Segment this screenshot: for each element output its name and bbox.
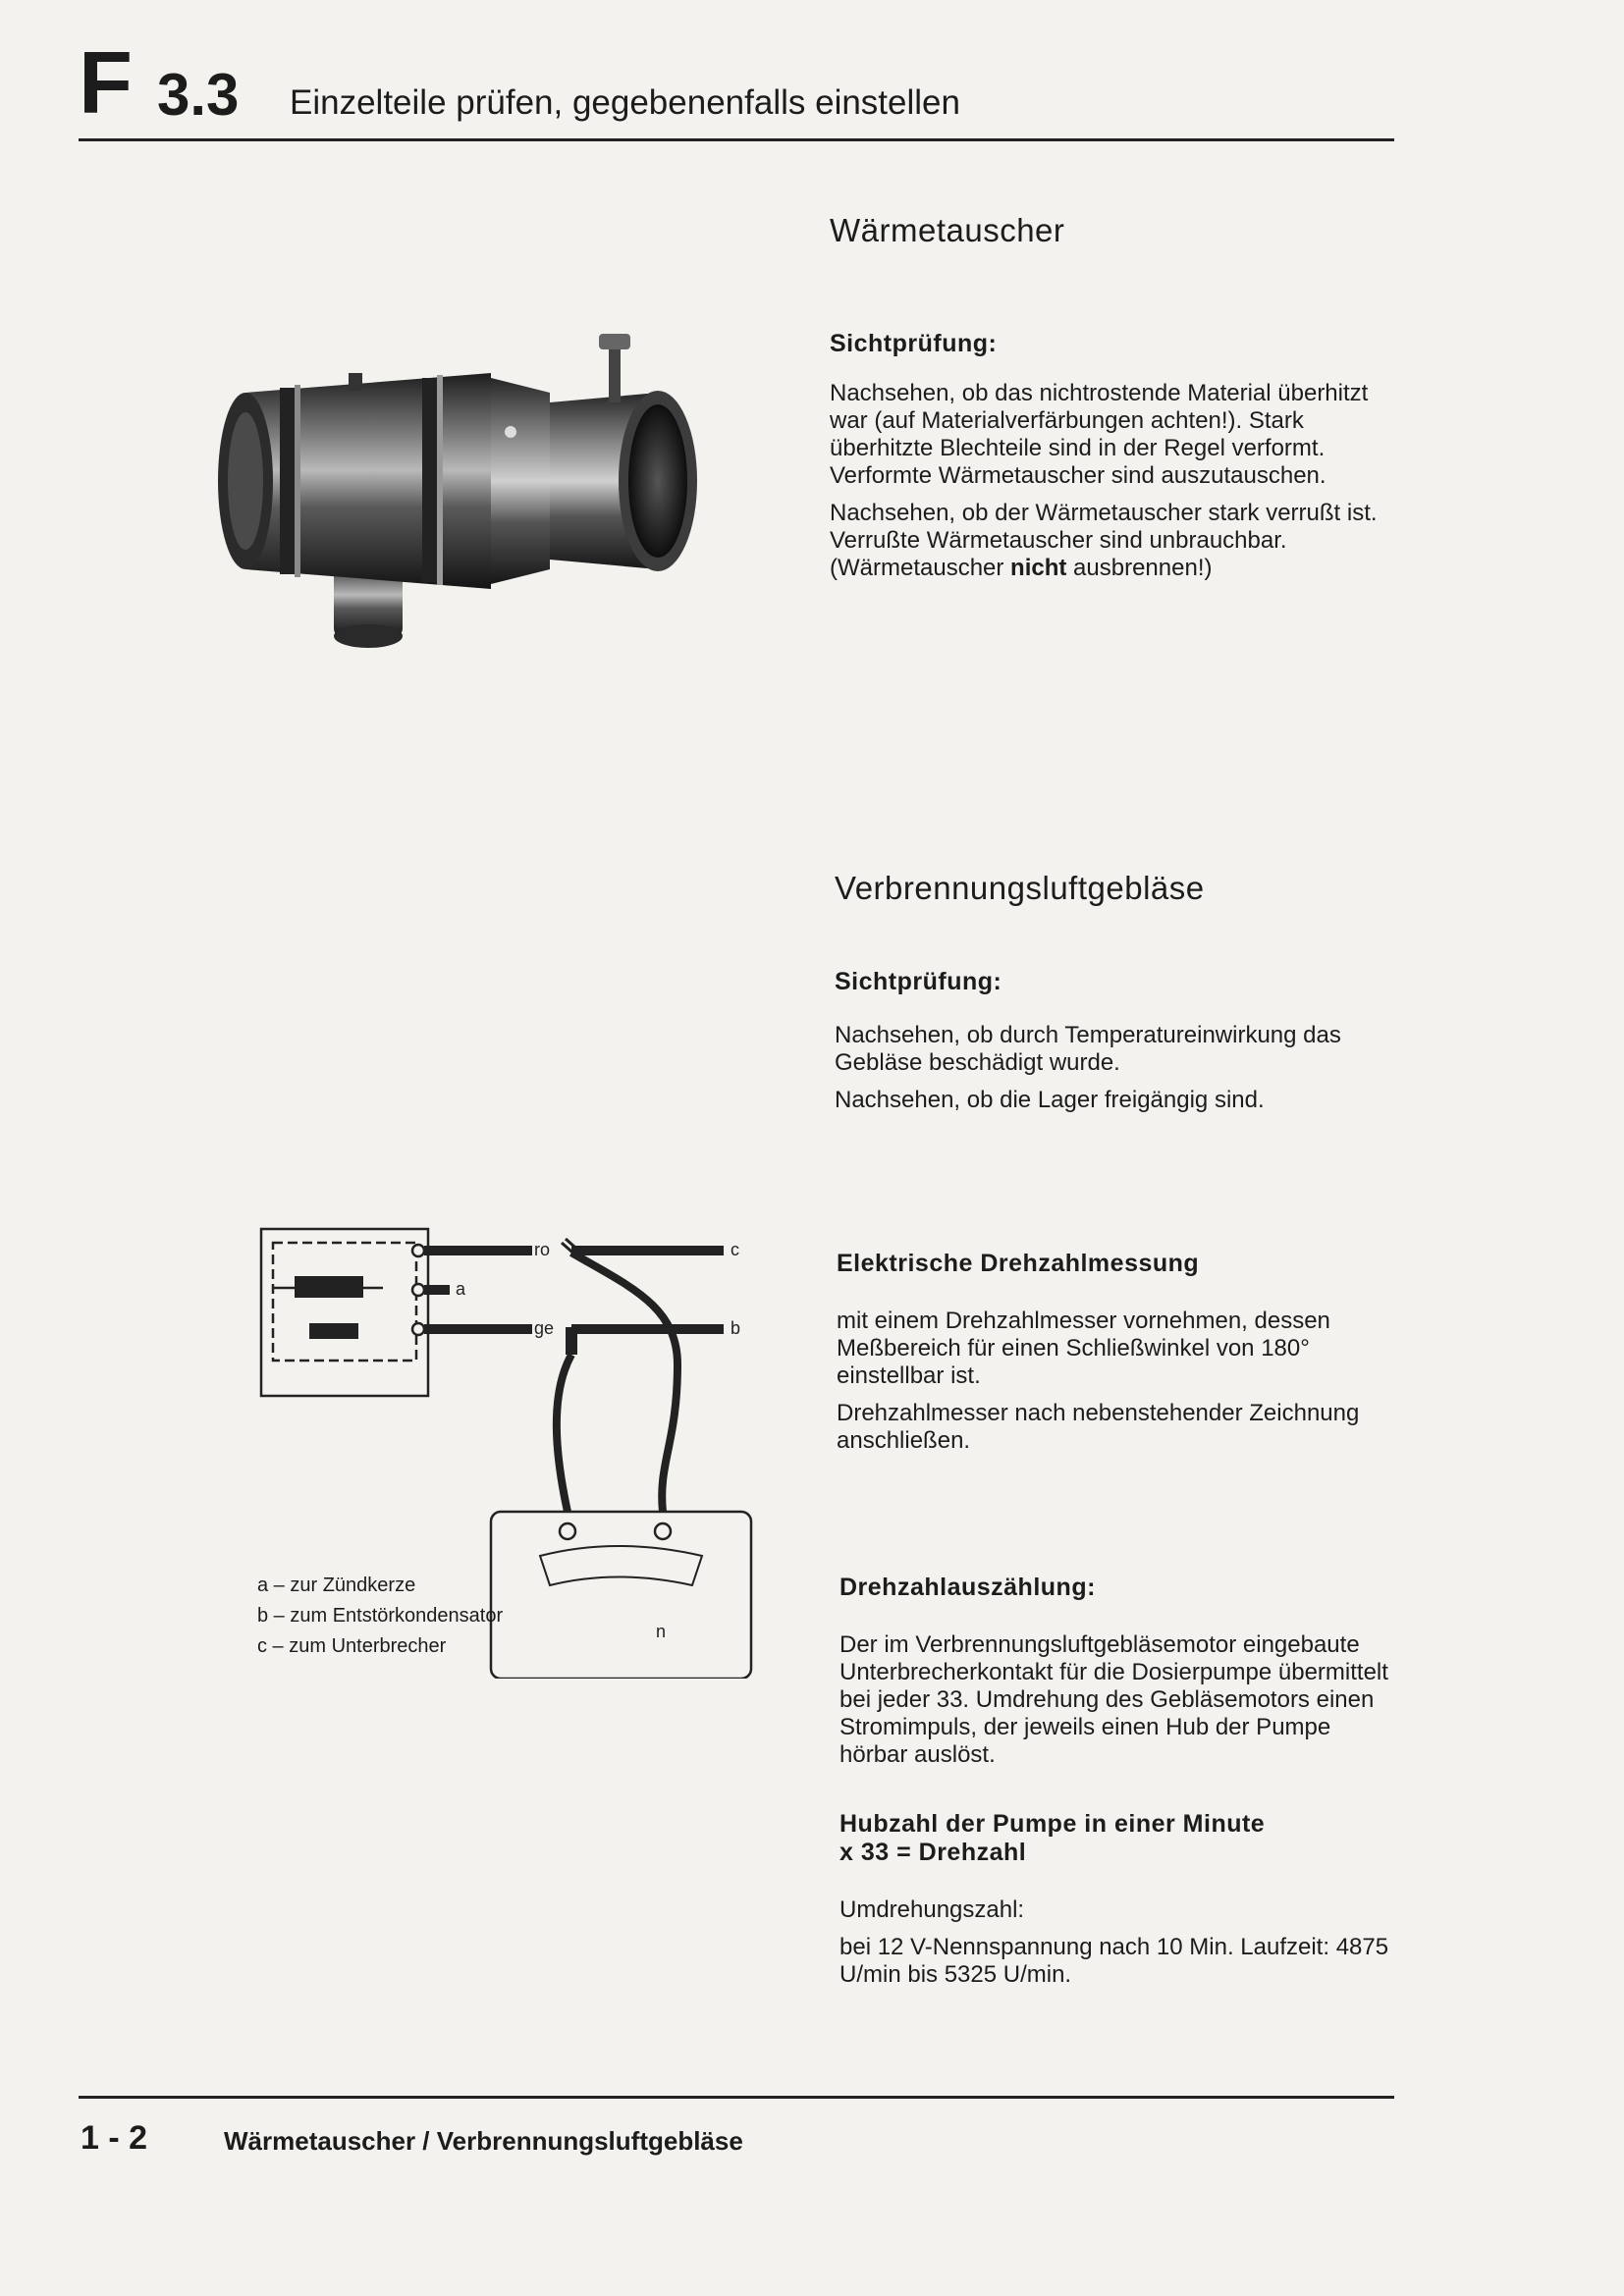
formula	[839, 1810, 1394, 1867]
paragraph: Der im Verbrennungsluftgebläsemotor eingebaute Unterbrecherkontakt für die Dosierpumpe übermittelt bei jeder 33. Umdrehung des Gebläsemotors einen Stromimpuls, der jeweils einen Hub der Pumpe hörbar auslöst.	[839, 1631, 1388, 1768]
legend-item: a – zur Zündkerze	[257, 1575, 416, 1596]
section-subtitle: Elektrische Drehzahlmessung	[837, 1250, 1200, 1277]
section-subtitle: Sichtprüfung:	[830, 330, 998, 357]
section-rpm-counting	[839, 1573, 1394, 1999]
condenser	[309, 1323, 358, 1339]
header-rule	[79, 138, 1394, 141]
section-subtitle: Sichtprüfung:	[835, 968, 1002, 995]
page-title: Einzelteile prüfen, gegebenenfalls einstellen	[290, 83, 960, 122]
footer-rule	[79, 2096, 1394, 2099]
chapter-letter: F	[79, 34, 133, 133]
paragraph: Nachsehen, ob die Lager freigängig sind.	[835, 1087, 1265, 1113]
label-b: b	[731, 1318, 741, 1338]
legend-item: b – zum Entstörkondensator	[257, 1605, 504, 1627]
rpm-label: Umdrehungszahl:	[839, 1896, 1025, 1923]
formula-line: Hubzahl der Pumpe in einer Minute	[839, 1810, 1266, 1838]
chapter-number: 3.3	[157, 62, 240, 128]
legend-item: c – zum Unterbrecher	[257, 1635, 447, 1657]
paragraph: Nachsehen, ob das nichtrostende Material überhitzt war (auf Materialverfärbungen achten!). Stark überhitzte Blechteile sind in der Regel verformt. Verformte Wärmetauscher sind auszutauschen.	[830, 380, 1369, 489]
paragraph: mit einem Drehzahlmesser vornehmen, dessen Meßbereich für einen Schließwinkel von 180° einstellbar ist.	[837, 1308, 1330, 1389]
tachometer	[491, 1512, 751, 1679]
paragraph: Nachsehen, ob durch Temperatureinwirkung das Gebläse beschädigt wurde.	[835, 1022, 1341, 1076]
label-ro: ro	[534, 1240, 551, 1259]
footer-title: Wärmetauscher / Verbrennungsluftgebläse	[224, 2126, 743, 2156]
section-title: Wärmetauscher	[830, 212, 1065, 248]
fan-housing	[261, 1229, 428, 1396]
diagram-legend	[257, 1571, 503, 1662]
label-a: a	[456, 1279, 466, 1299]
label-ge: ge	[534, 1318, 555, 1338]
header	[79, 34, 1394, 137]
paragraph: Nachsehen, ob der Wärmetauscher stark verrußt ist. Verrußte Wärmetauscher sind unbrauchbar. (Wärmetauscher nicht ausbrennen!)	[830, 500, 1378, 581]
label-n: n	[656, 1622, 667, 1641]
section-title: Verbrennungsluftgebläse	[835, 870, 1205, 906]
paragraph: Drehzahlmesser nach nebenstehender Zeichnung anschließen.	[837, 1400, 1360, 1454]
section-electrical-rpm	[837, 1249, 1396, 1465]
label-c: c	[731, 1240, 739, 1259]
page-number: 1 - 2	[81, 2119, 148, 2157]
heat-exchanger-photo	[196, 334, 805, 687]
section-combustion-fan	[835, 869, 1384, 1124]
section-subtitle: Drehzahlauszählung:	[839, 1574, 1096, 1601]
ignition-coil	[295, 1276, 363, 1298]
section-heat-exchanger	[830, 211, 1380, 592]
formula-line: x 33 = Drehzahl	[839, 1839, 1027, 1866]
rpm-value: bei 12 V-Nennspannung nach 10 Min. Laufzeit: 4875 U/min bis 5325 U/min.	[839, 1934, 1389, 1988]
